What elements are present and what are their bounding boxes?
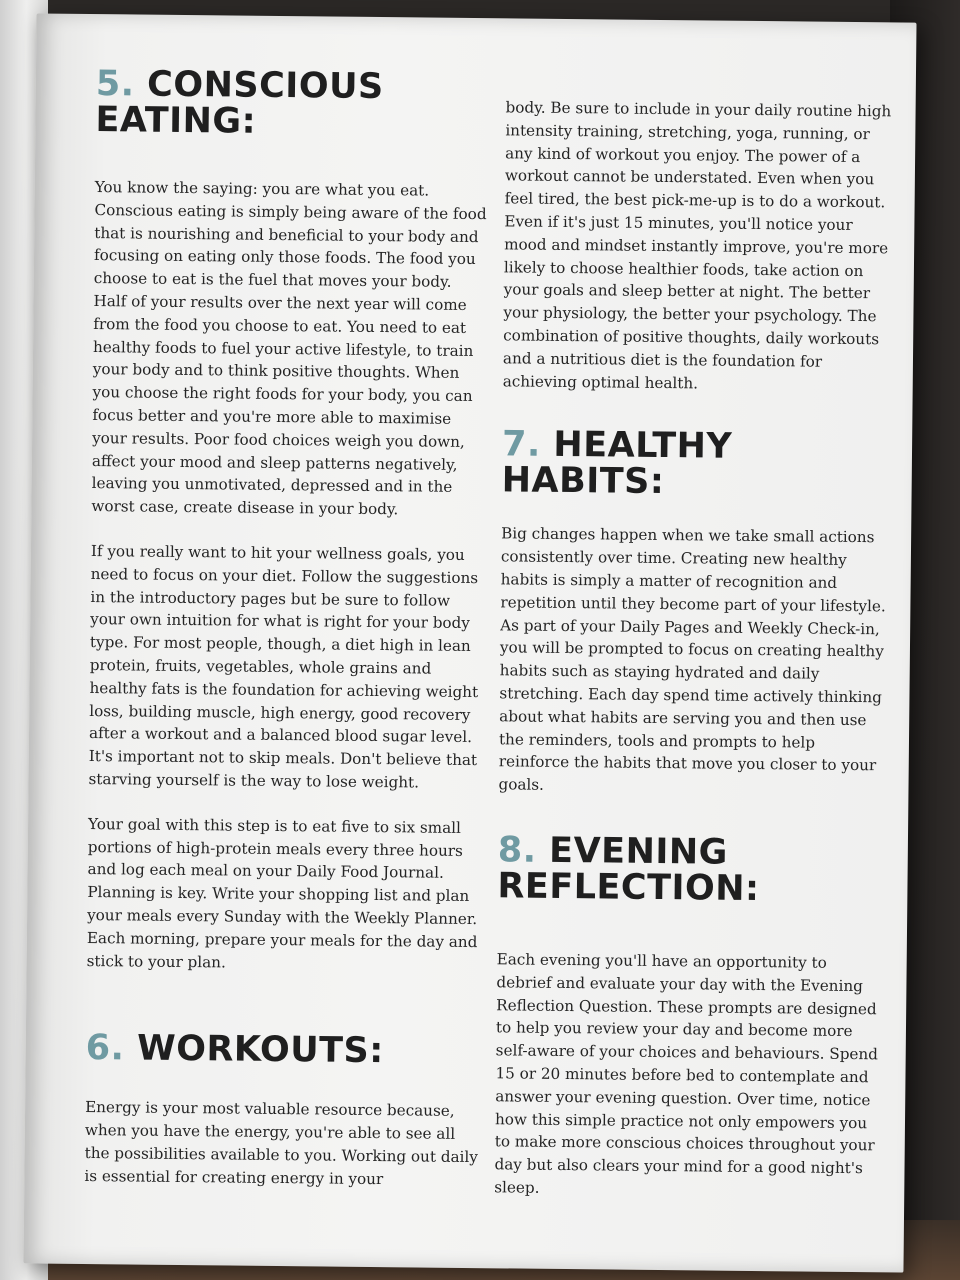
paragraph: Each evening you'll have an opportunity to debrief and evaluate your day with the Evening Reflection Question. These prompts are designed to help you review your day and become more self-aware of your choices and behaviours. Spend 15 or 20 minutes before bed to contemplate and answer your evening question. Over time, notice how this simple practice not only empowers you to make more conscious choices throughout your day but also clears your mind for a good night's sleep. [494, 950, 879, 1197]
section-number: 5. [95, 64, 135, 105]
section-title: EVENING REFLECTION: [497, 830, 760, 909]
paragraph: Your goal with this step is to eat five to six small portions of high-protein meals every three hours and log each meal on your Daily Food Journal. Planning is key. Write your shopping list and plan your meals every Sunday with the Weekly Planner. Each morning, prepare your meals for the day and stick to your plan. [86, 814, 478, 971]
paragraph: If you really want to hit your wellness goals, you need to focus on your diet. Follow the suggestions in the introductory pages but be sure to follow your own intuition for what is right for your body type. For most people, though, a diet high in lean protein, fruits, vegetables, whole grains and healthy fats is the foundation for achieving weight loss, building muscle, high energy, good recovery after a workout and a balanced blood sugar level. It's important not to skip meals. Don't believe that starving yourself is the way to lose weight. [88, 541, 479, 792]
section-heading-workouts [86, 1030, 481, 1070]
section-title: HEALTHY HABITS: [501, 425, 733, 503]
section-number: 8. [497, 830, 537, 871]
paragraph: Energy is your most valuable resource because, when you have the energy, you're able to see all the possibilities available to you. Working out daily is essential for creating energy in your [84, 1098, 478, 1188]
section-number: 6. [85, 1028, 125, 1069]
paragraph: You know the saying: you are what you eat. Conscious eating is simply being aware of the food that is nourishing and beneficial to your body and focusing on eating only those foods. The food you choose to eat is the fuel that moves your body. Half of your results over the next year will come from the food you choose to eat. You need to eat healthy foods to fuel your active lifestyle, to train your body and to think positive thoughts. When you choose the right foods for your body, you can focus better and you're more able to maximise your results. Poor food choices weigh you down, affect your mood and sleep patterns negatively, leaving you unmotivated, depressed and in the worst case, create disease in your body. [91, 178, 487, 519]
left-column [84, 66, 491, 1192]
section-title: WORKOUTS: [136, 1028, 384, 1072]
section-heading-healthy-habits [501, 424, 893, 503]
section-title: CONSCIOUS EATING: [95, 64, 384, 142]
section-heading-evening-reflection [497, 832, 888, 908]
section-heading-conscious-eating [95, 66, 491, 142]
continued-paragraph: body. Be sure to include in your daily routine high intensity training, stretching, yoga, running, or any kind of workout you enjoy. The power of a workout cannot be understated. Even when you feel tired, the best pick-me-up is to do a workout. Even if it's just 15 minutes, you'll notice your mood and mindset instantly improve, you're more likely to choose healthier foods, take action on your goals and sleep better at night. The better your physiology, the better your psychology. The combination of positive thoughts, daily workouts and a nutritious diet is the foundation for achieving optimal health. [502, 98, 892, 392]
paragraph: Big changes happen when we take small actions consistently over time. Creating new healthy habits is simply a matter of recognition and repetition until they become part of your lifestyle. As part of your Daily Pages and Weekly Check-in, you will be prompted to focus on creating healthy habits such as staying hydrated and daily stretching. Each day spend time actively thinking about what habits are serving you and then use the reminders, tools and prompts to help reinforce the habits that move you closer to your goals. [498, 524, 886, 794]
right-column [494, 96, 896, 1203]
section-number: 7. [501, 424, 541, 466]
book-page [23, 13, 916, 1272]
